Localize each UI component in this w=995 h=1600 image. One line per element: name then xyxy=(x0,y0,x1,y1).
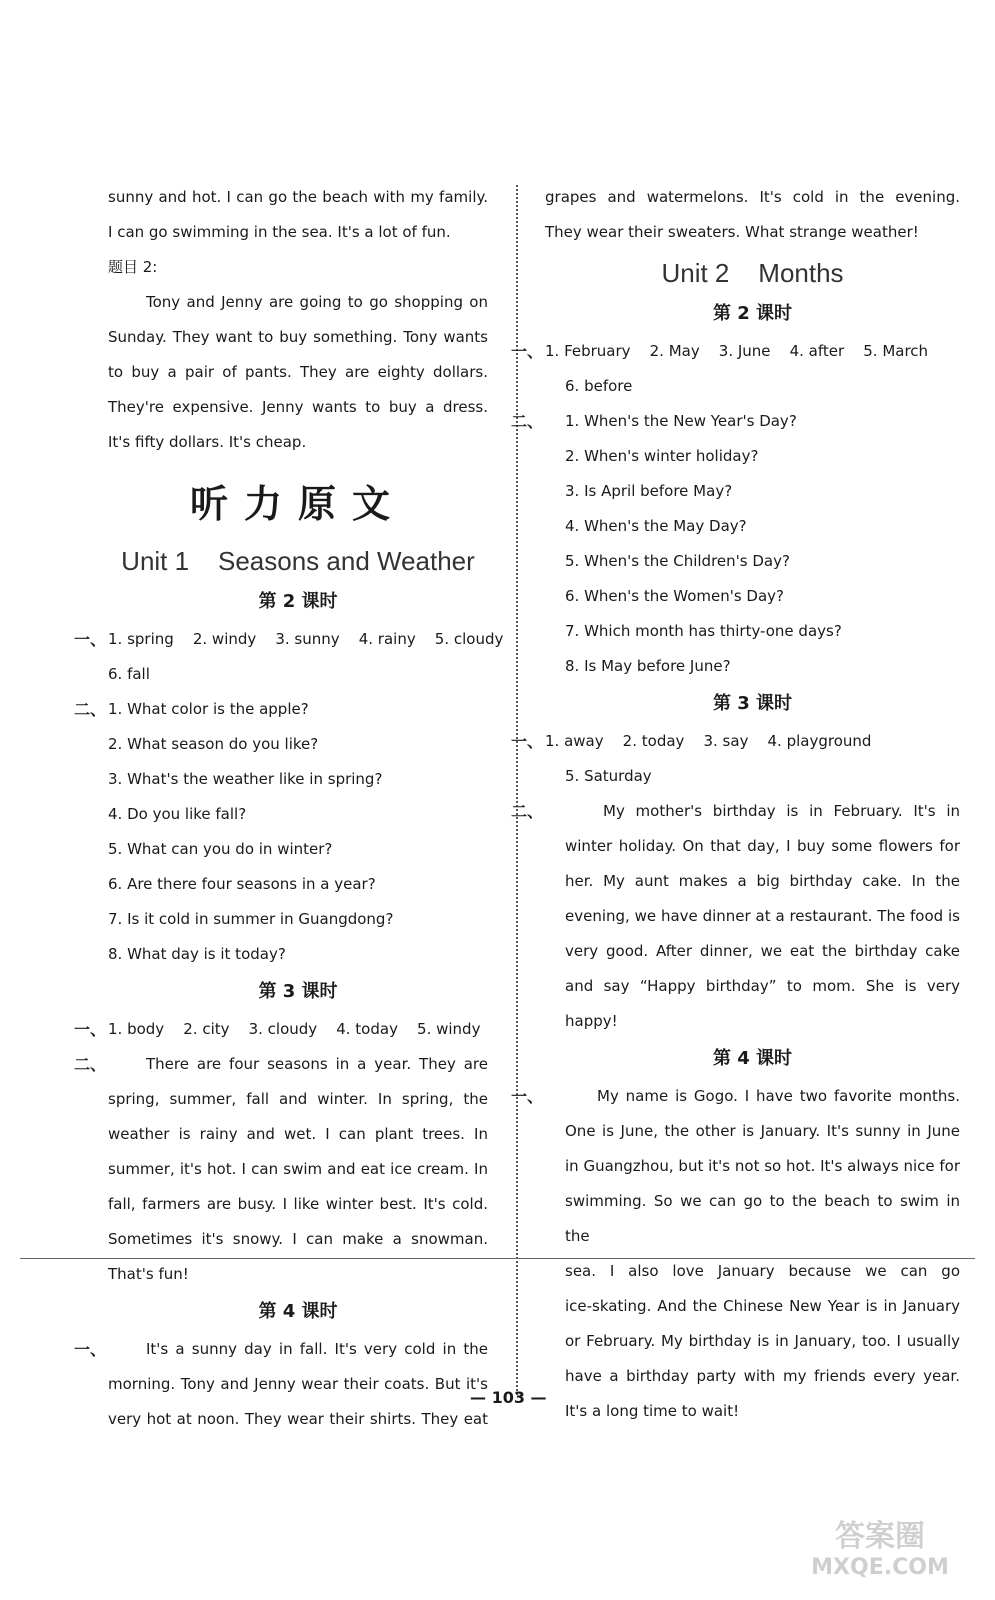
text-line: winter holiday. On that day, I buy some flowers for xyxy=(565,837,960,855)
question-line: 3. Is April before May? xyxy=(565,482,733,500)
question: 1. What color is the apple? xyxy=(108,700,309,718)
text-line: to buy a pair of pants. They are eighty dollars. xyxy=(108,363,488,381)
question-line: 2. What season do you like? xyxy=(108,735,319,753)
text-line: very good. After dinner, we eat the birthday cake xyxy=(565,942,960,960)
text-line: Tony and Jenny are going to go shopping on xyxy=(146,293,488,311)
text-line: grapes and watermelons. It's cold in the evening. xyxy=(545,188,960,206)
text-line: evening, we have dinner at a restaurant. The food is xyxy=(565,907,960,925)
question-line: 4. Do you like fall? xyxy=(108,805,247,823)
question-line xyxy=(511,404,960,439)
lesson-title: 第 3 课时 xyxy=(258,981,338,1002)
question-line: 6. Are there four seasons in a year? xyxy=(108,875,376,893)
topic-label: 题目 2: xyxy=(108,258,158,276)
section-marker: 一、 xyxy=(74,1020,107,1039)
answer-line: 6. before xyxy=(565,377,633,395)
text-line xyxy=(74,1047,488,1082)
section-marker: 一、 xyxy=(74,630,107,649)
text-line: and say “Happy birthday” to mom. She is very xyxy=(565,977,960,995)
text: My mother's birthday is in February. It's in xyxy=(603,802,960,820)
section-marker: 二、 xyxy=(511,412,544,431)
question-line: 8. Is May before June? xyxy=(565,657,731,675)
text-line: fall, farmers are busy. I like winter best. It's cold. xyxy=(108,1195,488,1213)
text-line: It's a long time to wait! xyxy=(565,1402,740,1420)
text-line: in Guangzhou, but it's not so hot. It's always nice for xyxy=(565,1157,960,1175)
section-title: 听力原文 xyxy=(189,482,406,526)
text-line: have a birthday party with my friends every year. xyxy=(565,1367,960,1385)
text-line: They wear their sweaters. What strange weather! xyxy=(545,223,919,241)
watermark-en: MXQE.COM xyxy=(811,1555,949,1580)
section-marker: 二、 xyxy=(511,802,544,821)
watermark-cn: 答案圈 xyxy=(835,1519,925,1554)
question-line: 5. What can you do in winter? xyxy=(108,840,333,858)
section-marker: 一、 xyxy=(511,732,544,751)
text-line: sea. I also love January because we can go xyxy=(565,1262,960,1280)
unit-name: Seasons and Weather xyxy=(218,546,475,576)
text-line: morning. Tony and Jenny wear their coats. But it's xyxy=(108,1375,488,1393)
text-line: Sometimes it's snowy. I can make a snowman. xyxy=(108,1230,488,1248)
text: It's a sunny day in fall. It's very cold in the xyxy=(146,1340,488,1358)
answer-line xyxy=(511,724,960,759)
text-line xyxy=(511,1079,960,1114)
page-number: — 103 — xyxy=(470,1388,547,1407)
text-line: swimming. So we can go to the beach to swim in the xyxy=(565,1192,960,1245)
answers: 1. spring 2. windy 3. sunny 4. rainy 5. cloudy xyxy=(108,630,504,648)
text-line: sunny and hot. I can go the beach with my family. xyxy=(108,188,488,206)
unit-name: Months xyxy=(758,258,844,288)
text-line: summer, it's hot. I can swim and eat ice cream. In xyxy=(108,1160,488,1178)
text-line: That's fun! xyxy=(108,1265,189,1283)
question-line: 7. Is it cold in summer in Guangdong? xyxy=(108,910,394,928)
question-line: 3. What's the weather like in spring? xyxy=(108,770,383,788)
lesson-title: 第 3 课时 xyxy=(712,693,793,714)
answer-line: 6. fall xyxy=(108,665,150,683)
text-line: spring, summer, fall and winter. In spring, the xyxy=(108,1090,488,1108)
answers: 1. away 2. today 3. say 4. playground xyxy=(545,732,872,750)
text-line xyxy=(511,794,960,829)
lesson-title: 第 4 课时 xyxy=(712,1048,793,1069)
text-line: very hot at noon. They wear their shirts. They eat xyxy=(108,1410,488,1428)
question-line: 2. When's winter holiday? xyxy=(565,447,759,465)
text-line: ice-skating. And the Chinese New Year is in January xyxy=(565,1297,960,1315)
answer-line xyxy=(74,622,504,657)
unit-number: Unit 2 xyxy=(661,258,730,288)
lesson-title: 第 4 课时 xyxy=(258,1301,338,1322)
text-line: or February. My birthday is in January, too. I usually xyxy=(565,1332,960,1350)
question: 1. When's the New Year's Day? xyxy=(565,412,797,430)
question-line: 6. When's the Women's Day? xyxy=(565,587,785,605)
text-line: They're expensive. Jenny wants to buy a dress. xyxy=(108,398,488,416)
text-line: Sunday. They want to buy something. Tony wants xyxy=(108,328,488,346)
question-line: 5. When's the Children's Day? xyxy=(565,552,790,570)
answer-line: 5. Saturday xyxy=(565,767,652,785)
section-marker: 二、 xyxy=(74,1055,107,1074)
answers: 1. body 2. city 3. cloudy 4. today 5. windy xyxy=(108,1020,481,1038)
unit-number: Unit 1 xyxy=(121,546,190,576)
lesson-title: 第 2 课时 xyxy=(258,591,338,612)
right-column xyxy=(511,180,960,1429)
text-line: I can go swimming in the sea. It's a lot of fun. xyxy=(108,223,451,241)
unit-title xyxy=(545,252,960,294)
answers: 1. February 2. May 3. June 4. after 5. March xyxy=(545,342,929,360)
text-line: One is June, the other is January. It's sunny in June xyxy=(565,1122,960,1140)
section-marker: 一、 xyxy=(511,1087,544,1106)
unit-title xyxy=(108,540,488,582)
text-line: It's fifty dollars. It's cheap. xyxy=(108,433,307,451)
text-line xyxy=(74,1332,488,1367)
question-line: 4. When's the May Day? xyxy=(565,517,747,535)
section-marker: 二、 xyxy=(74,700,107,719)
left-column xyxy=(74,180,504,1437)
watermark-logo xyxy=(785,1510,975,1580)
answer-line xyxy=(511,334,960,369)
lesson-title: 第 2 课时 xyxy=(712,303,793,324)
answer-line xyxy=(74,1012,488,1047)
text: My name is Gogo. I have two favorite months. xyxy=(597,1087,960,1105)
text: There are four seasons in a year. They are xyxy=(146,1055,488,1073)
section-marker: 一、 xyxy=(74,1340,107,1359)
section-marker: 一、 xyxy=(511,342,544,361)
text-line: weather is rainy and wet. I can plant trees. In xyxy=(108,1125,488,1143)
text-line: her. My aunt makes a big birthday cake. In the xyxy=(565,872,960,890)
question-line xyxy=(74,692,488,727)
text-line: happy! xyxy=(565,1012,618,1030)
question-line: 7. Which month has thirty-one days? xyxy=(565,622,842,640)
question-line: 8. What day is it today? xyxy=(108,945,286,963)
